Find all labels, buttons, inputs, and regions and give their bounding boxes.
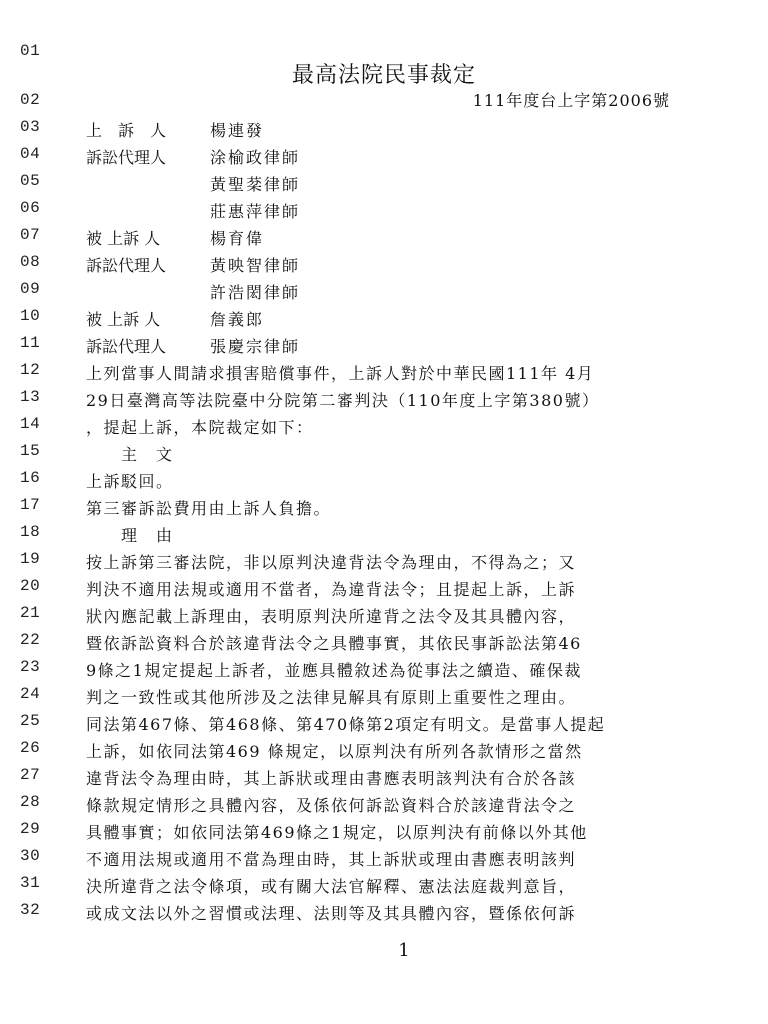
- party-role: 上 訴 人: [86, 121, 167, 140]
- line-number: 22: [20, 631, 41, 649]
- body-line: 狀內應記載上訴理由，表明原判決所違背之法令及其具體內容，: [86, 607, 577, 626]
- line-number: 15: [20, 442, 41, 460]
- line-number: 26: [20, 739, 41, 757]
- line-number: 02: [20, 91, 41, 109]
- party-row: [86, 280, 676, 303]
- body-line: 上列當事人間請求損害賠償事件，上訴人對於中華民國111年 4月: [86, 364, 595, 383]
- body-line: 同法第467條、第468條、第470條第2項定有明文。是當事人提起: [86, 715, 606, 734]
- line-number: 21: [20, 604, 41, 622]
- party-row: [86, 118, 676, 141]
- body-line: 不適用法規或適用不當為理由時，其上訴狀或理由書應表明該判: [86, 850, 577, 869]
- body-line: 按上訴第三審法院，非以原判決違背法令為理由，不得為之；又: [86, 553, 577, 572]
- party-name: 楊連發: [210, 121, 265, 140]
- line-number: 06: [20, 199, 41, 217]
- party-role: 被 上訴 人: [86, 229, 161, 248]
- body-line: 違背法令為理由時，其上訴狀或理由書應表明該判決有合於各該: [86, 769, 577, 788]
- line-number: 11: [20, 334, 41, 352]
- line-number: 08: [20, 253, 41, 271]
- body-line: 9條之1規定提起上訴者，並應具體敘述為從事法之續造、確保裁: [86, 661, 582, 680]
- body-line: 條款規定情形之具體內容，及係依何訴訟資料合於該違背法令之: [86, 796, 577, 815]
- party-name: 張慶宗律師: [210, 337, 301, 356]
- body-line: 判決不適用法規或適用不當者，為違背法令；且提起上訴，上訴: [86, 580, 577, 599]
- party-name: 黃聖棻律師: [210, 175, 301, 194]
- party-role: 訴訟代理人: [86, 148, 167, 167]
- line-number: 30: [20, 847, 41, 865]
- body-line: 29日臺灣高等法院臺中分院第二審判決（110年度上字第380號）: [86, 391, 600, 410]
- section-heading-main: 主 文: [86, 445, 174, 464]
- line-number: 04: [20, 145, 41, 163]
- line-number: 16: [20, 469, 41, 487]
- line-number: 10: [20, 307, 41, 325]
- line-number: 17: [20, 496, 41, 514]
- line-number: 19: [20, 550, 41, 568]
- party-name: 黃映智律師: [210, 256, 301, 275]
- line-number: 12: [20, 361, 41, 379]
- line-number: 05: [20, 172, 41, 190]
- line-number: 20: [20, 577, 41, 595]
- party-row: [86, 253, 676, 276]
- line-number: 09: [20, 280, 41, 298]
- party-role: 訴訟代理人: [86, 256, 167, 275]
- party-name: 許浩閎律師: [210, 283, 301, 302]
- party-name: 涂榆政律師: [210, 148, 301, 167]
- line-number: 18: [20, 523, 41, 541]
- section-heading-reasons: 理 由: [86, 526, 174, 545]
- body-line: 上訴駁回。: [86, 472, 174, 491]
- party-row: [86, 145, 676, 168]
- party-name: 楊育偉: [210, 229, 265, 248]
- document-title: 最高法院民事裁定: [291, 63, 476, 88]
- line-number: 07: [20, 226, 41, 244]
- line-number: 13: [20, 388, 41, 406]
- body-line: 暨依訴訟資料合於該違背法令之具體事實，其依民事訴訟法第46: [86, 634, 582, 653]
- body-line: 上訴，如依同法第469 條規定，以原判決有所列各款情形之當然: [86, 742, 583, 761]
- party-role: 訴訟代理人: [86, 337, 167, 356]
- party-role: 被 上訴 人: [86, 310, 161, 329]
- party-row: [86, 307, 676, 330]
- line-number: 31: [20, 874, 41, 892]
- line-number: 24: [20, 685, 41, 703]
- body-line: 第三審訴訟費用由上訴人負擔。: [86, 499, 332, 518]
- case-number: 111年度台上字第2006號: [472, 91, 670, 110]
- party-name: 莊惠萍律師: [210, 202, 301, 221]
- line-number: 29: [20, 820, 41, 838]
- party-name: 詹義郎: [210, 310, 265, 329]
- line-number: 03: [20, 118, 41, 136]
- body-line: ，提起上訴，本院裁定如下：: [86, 418, 314, 437]
- line-number: 27: [20, 766, 41, 784]
- line-number: 28: [20, 793, 41, 811]
- body-line: 具體事實；如依同法第469條之1規定，以原判決有前條以外其他: [86, 823, 588, 842]
- line-number: 14: [20, 415, 41, 433]
- body-line: 決所違背之法令條項，或有關大法官解釋、憲法法庭裁判意旨，: [86, 877, 577, 896]
- body-line: 或成文法以外之習慣或法理、法則等及其具體內容，暨係依何訴: [86, 904, 577, 923]
- party-row: [86, 226, 676, 249]
- line-number: 32: [20, 901, 41, 919]
- party-row: [86, 172, 676, 195]
- line-number: 01: [20, 42, 41, 60]
- page-number: 1: [398, 940, 410, 961]
- line-number: 25: [20, 712, 41, 730]
- body-line: 判之一致性或其他所涉及之法律見解具有原則上重要性之理由。: [86, 688, 577, 707]
- party-row: [86, 334, 676, 357]
- line-number: 23: [20, 658, 41, 676]
- party-row: [86, 199, 676, 222]
